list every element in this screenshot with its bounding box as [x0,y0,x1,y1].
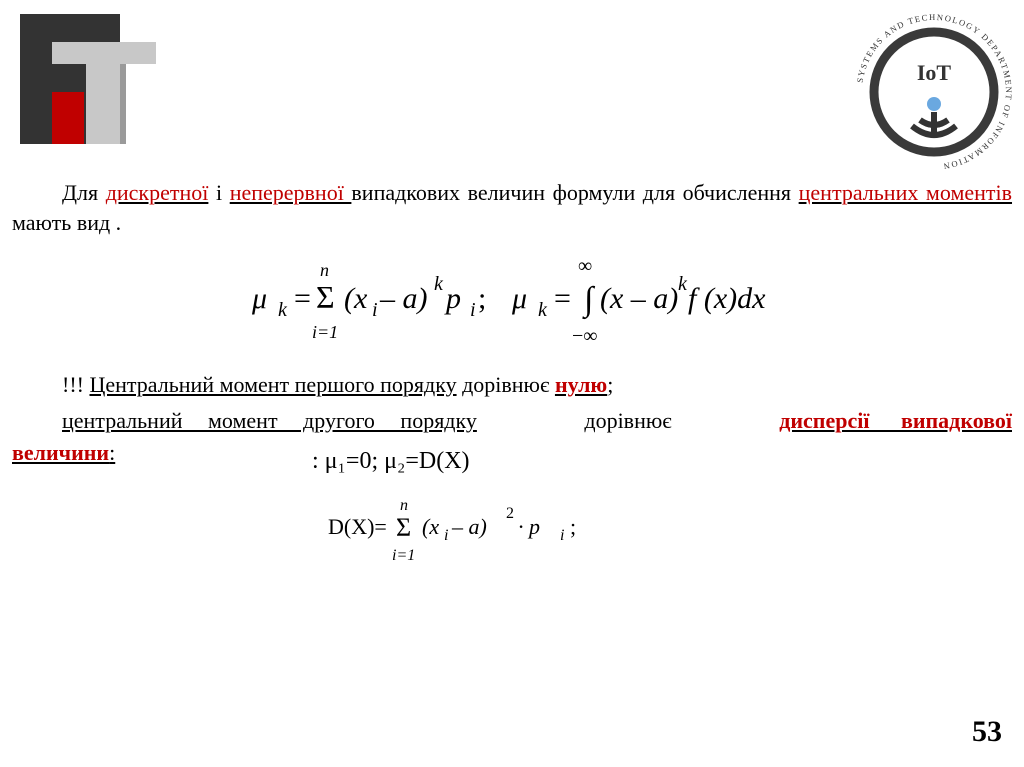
zero-link[interactable]: нулю [554,372,608,397]
svg-text:Σ: Σ [396,513,412,542]
central-moment-formula [250,256,810,348]
svg-text:i: i [444,527,449,544]
colon: : [109,440,116,465]
svg-text:Σ: Σ [316,279,335,315]
svg-text:i=1: i=1 [312,322,339,342]
text-w4: мають вид . [12,210,122,235]
second-order-moment: центральний момент другого порядку [62,408,477,433]
svg-text:=: = [554,282,571,315]
note-line-2 [62,406,1012,436]
variable-link[interactable]: величини [12,440,110,465]
ft-logo [20,14,156,146]
svg-text:SYSTEMS AND TECHNOLOGY DEPARTM: SYSTEMS AND TECHNOLOGY DEPARTMENT OF INFORMATION [854,11,1015,172]
svg-text:;: ; [570,514,577,539]
page-number: 53 [972,715,1002,748]
note-line-1 [62,370,1012,400]
svg-text:p: p [446,282,461,315]
svg-text:f (x)dx: f (x)dx [688,282,766,315]
svg-text:· p: · p [518,514,540,539]
link-central-moments[interactable]: центральних моментів [798,180,1013,205]
svg-text:i: i [560,527,565,544]
svg-text:k: k [538,299,547,321]
semicolon: ; [607,372,614,397]
dispersion-link[interactable]: дисперсії випадкової [779,408,1012,433]
svg-text:−∞: −∞ [572,325,598,347]
svg-text:2: 2 [506,505,514,522]
svg-text:=: = [294,282,311,315]
note-line-3 [12,438,115,468]
svg-text:– a): – a) [452,514,487,539]
svg-text:k: k [678,273,687,295]
svg-text:∫: ∫ [584,281,594,318]
link-discrete[interactable]: дискретної [105,180,209,205]
dispersion-formula [326,496,606,570]
svg-text:D(X)=: D(X)= [328,514,387,539]
text-w2: і [215,180,223,205]
svg-text:i: i [372,299,378,321]
svg-text:k: k [278,299,287,321]
moments-values-formula: : μ₁=0; μ₂=D(X) [312,448,470,474]
svg-text:– a): – a) [380,282,428,315]
svg-text:k: k [434,273,443,295]
text-w1: Для [62,180,99,205]
link-continuous[interactable]: неперервної [229,180,352,205]
svg-text:;: ; [478,282,487,315]
svg-text:(x: (x [344,282,368,315]
svg-text:∞: ∞ [578,256,593,277]
svg-text:(x – a): (x – a) [600,282,679,315]
intro-paragraph [12,178,1012,238]
bang-marker: !!! [62,372,84,397]
first-order-moment: Центральний момент першого порядку [89,372,457,397]
iot-department-seal [850,8,1018,176]
text-w3: випадкових величин формули для обчислення [351,180,792,205]
seal-iot-label: IoT [916,60,952,85]
svg-text:i=1: i=1 [392,547,416,564]
svg-text:n: n [400,497,408,514]
svg-text:(x: (x [422,514,440,539]
svg-text:n: n [320,260,329,280]
svg-text:μ: μ [252,282,268,315]
text-equals: дорівнює [456,372,555,397]
text-equals-2: дорівнює [584,408,672,433]
svg-text:μ: μ [512,282,528,315]
svg-text:i: i [470,299,476,321]
